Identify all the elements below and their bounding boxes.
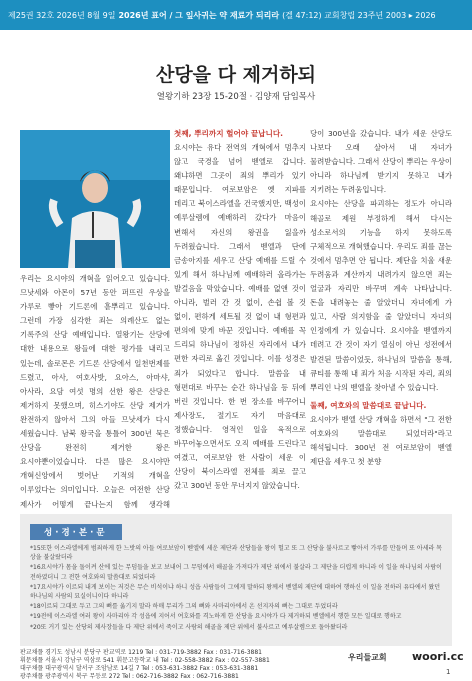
masthead-bar xyxy=(0,0,472,30)
sermon-title: 산당을 다 제거하되 xyxy=(155,64,317,86)
footer-line: 대구채플 대구광역시 달서구 조암남로 14길 7 Tel : 053-631-3882 Fax : 053-631-3881 xyxy=(20,665,259,672)
contact-footer xyxy=(20,649,320,681)
paragraph: 요시야는 유다 전역의 개혁에서 멈추지 않고 국경을 넘어 벧엘로 갑니다. 왜냐하면 그곳이 죄의 뿌리가 있기 때문입니다. 여로보암은 옛 지파를 데리고 북이스라엘을 건국했지만, 백성이 예루살렘에 예배하러 갔다가 마음이 변해서 자신의 왕권을 잃을까 두려웠습니다. 그래서 벧엘과 단에 금송아지를 세우고 산당 예배를 드릴 수 있게 해서 하나님께 예배하러 올라가는 발걸음을 막았습니다. 예배를 없앤 것이 아니라, 벌러 간 것 없이, 손쉽 볼 것 없이, 편하게 세트될 것 없이 내 형편과 편의에 맞게 바꾼 것입니다. 예배를 꼭 드리되 하나님이 정하신 자리에서 내가 편한 자리로 옮긴 것입니다. 이를 성경은 죄가 되었다고 합니다. 말씀을 내 형편대로 바꾸는 순간 하나님을 등 뒤에 버린 것입니다. 한 번 장소를 바꾸어니 제사장도, 절기도 자기 마음대로 정했습니다. 영적인 일을 육적으로 바꾸어놓으면서도 오직 예배를 드린다고 여겼고, 여로보암 한 사람이 세운 이 산당이 북이스라엘 전체를 죄로 끌고 갔고 300년 동안 무너지지 않았습니다. xyxy=(174,143,306,491)
year-theme: 2026년 표어 / 그 잎사귀는 약 재료가 되리라 xyxy=(118,10,280,20)
site-link[interactable]: woori.cc xyxy=(412,650,464,663)
paragraph: 당이 300년을 갔습니다. 내가 세운 산당도 나보다 오래 살아서 내 자녀가 물려받습니다. 그래서 산당이 뿌리는 우상이 아니라 하나님께 받기지 못하고 내가 지키려는 두려움입니다. xyxy=(310,129,452,195)
scripture-box xyxy=(20,514,452,646)
footer-line: 광주채플 광주광역시 북구 무등로 272 Tel : 062-716-3882 Fax : 062-716-3881 xyxy=(20,673,239,680)
pastor-photo xyxy=(20,130,170,268)
page-number: 1 xyxy=(446,668,451,676)
church-logo xyxy=(348,652,387,663)
scripture-box-header: 성·경·본·문 xyxy=(30,524,122,540)
section-heading-1: 첫째, 뿌리까지 헐어야 끝납니다. xyxy=(174,129,284,138)
section-heading-2: 둘째, 여호와의 말씀대로 끝납니다. xyxy=(310,400,427,410)
paragraph: 우리는 요시야의 개혁을 읽어오고 있습니다. 므낫세와 아몬이 57년 동안 퍼뜨린 우상을 가루로 빻아 기드론에 흩뿌리고 있습니다. 그런데 가장 심각한 죄는 의례산도 없는 기록주의 산당 예배입니다. 열왕기는 산당에 대한 내용으로 왕들에 대한 평가를 내리고 있는데, 솔로몬은 기드론 산당에서 일천번제를 드렸고, 아사, 여호사밧, 요아스, 아마샤, 아사라, 요담 여섯 명의 선한 왕은 산당은 제거하지 못했으며, 히스기야도 산당 제거가 완전하지 않아서 그의 아들 므낫세가 다시 세웠습니다. 남북 왕국을 통틀어 300년 묵은 산당을 완전히 제거한 왕은 요시야뿐이었습니다. 다른 많은 요시야만 개혁신앙에서 벗어난 기적의 개혁을 이루었다는 의미입니다. 오늘은 여전한 산당 제사가 어떻게 끝나는지 함께 생각해 xyxy=(20,274,170,509)
scripture-verse: *18이르되 그대로 두고 그의 뼈를 옮기지 말라 하매 무리가 그의 뼈와 사마리아에서 온 선지자의 뼈는 그대로 두었더라 xyxy=(30,603,338,611)
issue-info: 제25권 32호 2026년 8월 9일 xyxy=(8,10,116,20)
paragraph: 요시야가 벧엘 산당 개혁을 하면서 "그 전한 여호와의 말씀대로 되었더라"라고 해석됩니다. 300년 전 여로보암이 벧엘 제단을 세우고 첫 분향 xyxy=(310,414,452,467)
scripture-verse: *17요시야가 이르되 내게 보이는 저것은 무슨 비석이냐 하니 성읍 사람들이 그에게 말하되 왕께서 벧엘의 제단에 대하여 행하신 이 일을 전하러 유다에서 왔던 하나님의 사람의 묘실이니이다 하니라 xyxy=(30,583,441,601)
verse-ref: (겔 47:12) 교회창립 23주년 2003 ▸ 2026 xyxy=(282,10,436,20)
scripture-verse: *16요시야가 몸을 돌이켜 산에 있는 무덤들을 보고 보내어 그 무덤에서 해골을 가져다가 제단 위에서 불살라 그 제단을 더럽게 하니라 이 일을 하나님의 사람이 전하였더니 그 전한 여호와의 말씀대로 되었더라 xyxy=(30,564,442,581)
sermon-subtitle: 열왕기하 23장 15-20절 · 김양재 담임목사 xyxy=(156,92,316,102)
scripture-verse: *15또한 이스라엘에게 범죄하게 한 느밧의 아들 여로보암이 벧엘에 세운 제단과 산당들을 왕이 헐고 또 그 산당을 불사르고 빻아서 가루를 만들며 또 아세라 목상을 불살랐더라 xyxy=(30,545,442,562)
scripture-verse: *20또 거기 있는 산당의 제사장들을 다 제단 위에서 죽이고 사람의 해골을 제단 위에서 불사르고 예루살렘으로 돌아왔더라 xyxy=(30,623,348,631)
sermon-column-1 xyxy=(20,272,170,510)
church-logo-text: 우리들교회 xyxy=(348,653,387,662)
sermon-column-2 xyxy=(174,127,306,512)
scripture-verse: *19전에 이스라엘 여러 왕이 사마리아 각 성읍에 지어서 여호와를 격노하게 한 산당을 요시야가 다 제거하되 벧엘에서 행한 모든 일대로 행하고 xyxy=(30,613,402,621)
paragraph: 요시야는 산당을 파괴하는 정도가 아니라 해골로 제원 부정하게 해서 다시는 성소로서의 기능을 하지 못하도록 구체적으로 개혁했습니다. 우리도 죄를 끊는 것에서 멈추면 안 됩니다. 제단을 치울 새운 두려움과 계산까지 내려가지 않으면 죄는 얼굴과 자리만 바꾸며 계속 나타납니다. 돈을 내려놓는 줄 알았더니 자녀에게 가 있고, 사람 의지함을 줄 알았더니 자녀의 인정에게 가 있습니다. 요시야을 벧엘까지 데려고 간 것이 자기 열심이 아닌 성전에서 발견된 말씀이었듯, 하나님의 말씀을 통해, 큐티를 통해 내 죄가 처음 시작된 자리, 죄의 뿌리인 나의 벧엘을 찾아낼 수 있습니다. xyxy=(310,199,452,392)
footer-line: 휘문채플 서울시 강남구 역삼로 541 휘문고등학교 내 Tel : 02-558-3882 Fax : 02-557-3881 xyxy=(20,657,270,664)
sermon-column-3 xyxy=(310,127,452,512)
footer-line: 판교채플 경기도 성남시 분당구 판교역로 1219 Tel : 031-719-3882 Fax : 031-716-3881 xyxy=(20,649,262,656)
scripture-list xyxy=(30,544,442,632)
